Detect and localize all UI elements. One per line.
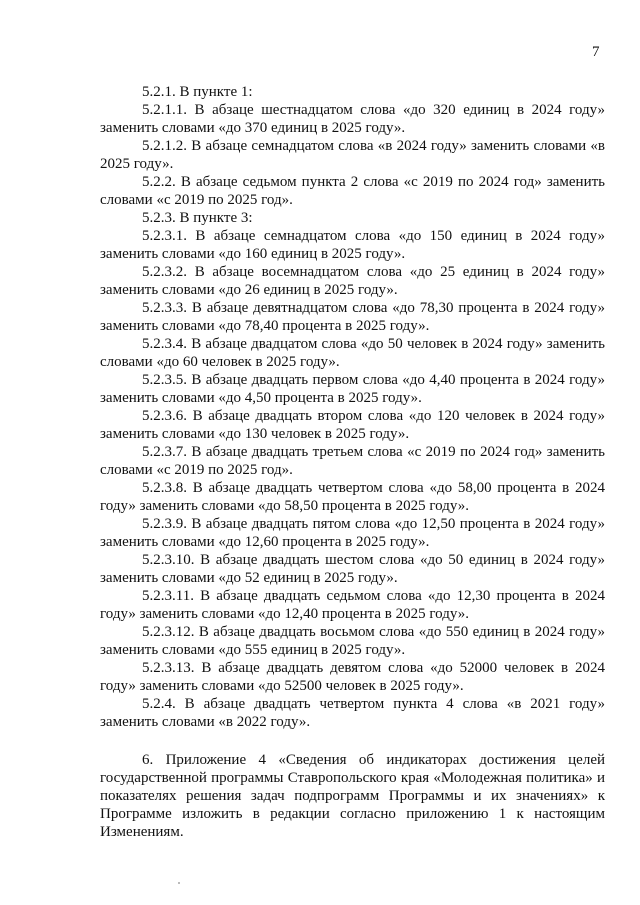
page-number: 7	[592, 44, 600, 60]
paragraph-5-2-3-1: 5.2.3.1. В абзаце семнадцатом слова «до 150 единиц в 2024 году» заменить словами «до 160 единиц в 2025 году».	[100, 228, 605, 262]
paragraph-5-2-3-7: 5.2.3.7. В абзаце двадцать третьем слова «с 2019 по 2024 год» заменить словами «с 2019 по 2025 год».	[100, 444, 605, 478]
paragraph-5-2-3-10: 5.2.3.10. В абзаце двадцать шестом слова «до 50 единиц в 2024 году» заменить словами «до 52 единиц в 2025 году».	[100, 552, 605, 586]
paragraph-5-2-3-4: 5.2.3.4. В абзаце двадцатом слова «до 50 человек в 2024 году» заменить словами «до 60 человек в 2025 году».	[100, 336, 605, 370]
paragraph-5-2-3-5: 5.2.3.5. В абзаце двадцать первом слова «до 4,40 процента в 2024 году» заменить словами «до 4,50 процента в 2025 году».	[100, 372, 605, 406]
document-body	[100, 83, 605, 841]
paragraph-5-2-3-9: 5.2.3.9. В абзаце двадцать пятом слова «до 12,50 процента в 2024 году» заменить словами «до 12,60 процента в 2025 году».	[100, 516, 605, 550]
paragraph-5-2-1-2: 5.2.1.2. В абзаце семнадцатом слова «в 2024 году» заменить словами «в 2025 году».	[100, 138, 605, 172]
scan-artifact	[178, 882, 180, 884]
paragraph-5-2-3-6: 5.2.3.6. В абзаце двадцать втором слова «до 120 человек в 2024 году» заменить словами «до 130 человек в 2025 году».	[100, 408, 605, 442]
paragraph-5-2-3-2: 5.2.3.2. В абзаце восемнадцатом слова «до 25 единиц в 2024 году» заменить словами «до 26 единиц в 2025 году».	[100, 264, 605, 298]
paragraph-5-2-2: 5.2.2. В абзаце седьмом пункта 2 слова «с 2019 по 2024 год» заменить словами «с 2019 по 2025 год».	[100, 174, 605, 208]
paragraph-item-6: 6. Приложение 4 «Сведения об индикаторах достижения целей государственной программы Ставропольского края «Молодежная политика» и показателях решения задач подпрограмм Программы и их значениях» к Программе изложить в редакции согласно приложению 1 к настоящим Изменениям.	[100, 752, 605, 840]
paragraph-5-2-3-8: 5.2.3.8. В абзаце двадцать четвертом слова «до 58,00 процента в 2024 году» заменить словами «до 58,50 процента в 2025 году».	[100, 480, 605, 514]
paragraph-5-2-1-1: 5.2.1.1. В абзаце шестнадцатом слова «до 320 единиц в 2024 году» заменить словами «до 370 единиц в 2025 году».	[100, 102, 605, 136]
paragraph-5-2-3-12: 5.2.3.12. В абзаце двадцать восьмом слова «до 550 единиц в 2024 году» заменить словами «до 555 единиц в 2025 году».	[100, 624, 605, 658]
paragraph-5-2-3-11: 5.2.3.11. В абзаце двадцать седьмом слова «до 12,30 процента в 2024 году» заменить словами «до 12,40 процента в 2025 году».	[100, 588, 605, 622]
paragraph-5-2-4: 5.2.4. В абзаце двадцать четвертом пункта 4 слова «в 2021 году» заменить словами «в 2022 году».	[100, 696, 605, 730]
paragraph-5-2-3: 5.2.3. В пункте 3:	[142, 210, 253, 226]
paragraph-5-2-3-3: 5.2.3.3. В абзаце девятнадцатом слова «до 78,30 процента в 2024 году» заменить словами «до 78,40 процента в 2025 году».	[100, 300, 605, 334]
paragraph-5-2-3-13: 5.2.3.13. В абзаце двадцать девятом слова «до 52000 человек в 2024 году» заменить словами «до 52500 человек в 2025 году».	[100, 660, 605, 694]
paragraph-5-2-1: 5.2.1. В пункте 1:	[142, 84, 253, 100]
